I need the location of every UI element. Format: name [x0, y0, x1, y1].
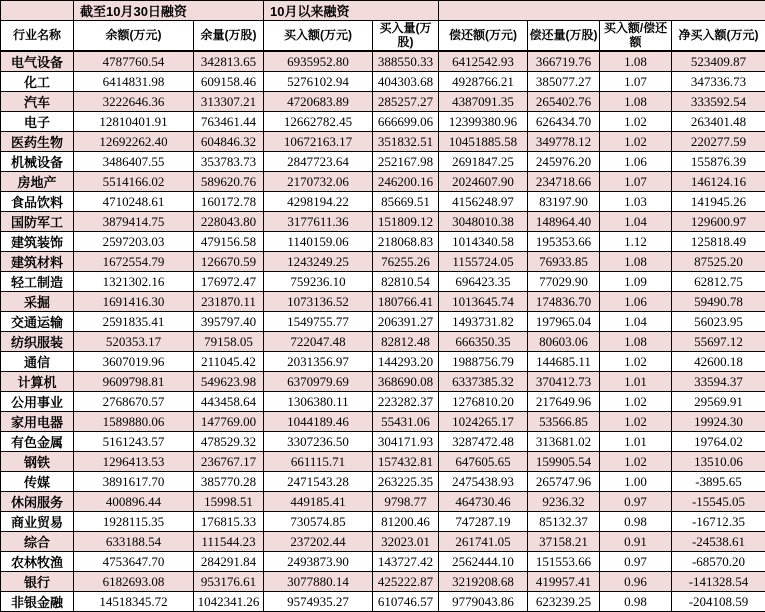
value-cell: 1140159.06 — [264, 232, 373, 252]
value-cell: 14518345.72 — [74, 592, 194, 612]
value-cell: 353783.73 — [194, 152, 264, 172]
value-cell: 83197.90 — [528, 192, 600, 212]
value-cell: 661115.71 — [264, 452, 373, 472]
value-cell: 2597203.03 — [74, 232, 194, 252]
value-cell: 604846.32 — [194, 132, 264, 152]
table-row — [1, 592, 765, 612]
value-cell: 62812.75 — [672, 272, 765, 292]
value-cell: 4156248.97 — [439, 192, 528, 212]
value-cell: 1.08 — [600, 332, 672, 352]
value-cell: 589620.76 — [194, 172, 264, 192]
value-cell: 443458.64 — [194, 392, 264, 412]
column-header-buy-repay-ratio: 买入额/偿还额 — [600, 21, 672, 52]
value-cell: 1321302.16 — [74, 272, 194, 292]
value-cell: 388550.33 — [373, 51, 439, 72]
table-row — [1, 212, 765, 232]
value-cell: 2170732.06 — [264, 172, 373, 192]
value-cell: 449185.41 — [264, 492, 373, 512]
value-cell: 19924.30 — [672, 412, 765, 432]
value-cell: 1493731.82 — [439, 312, 528, 332]
group-header-since-october: 10月以来融资 — [264, 1, 439, 21]
value-cell: 549623.98 — [194, 372, 264, 392]
value-cell: 1.01 — [600, 372, 672, 392]
industry-cell: 非银金融 — [1, 592, 74, 612]
value-cell: 111544.23 — [194, 532, 264, 552]
table-row — [1, 532, 765, 552]
table-body — [1, 51, 765, 612]
value-cell: 333592.54 — [672, 92, 765, 112]
value-cell: 284291.84 — [194, 552, 264, 572]
value-cell: 1073136.52 — [264, 292, 373, 312]
value-cell: 610746.57 — [373, 592, 439, 612]
value-cell: 6414831.98 — [74, 72, 194, 92]
value-cell: 56023.95 — [672, 312, 765, 332]
industry-cell: 传媒 — [1, 472, 74, 492]
value-cell: 157432.81 — [373, 452, 439, 472]
value-cell: 9798.77 — [373, 492, 439, 512]
value-cell: 0.98 — [600, 512, 672, 532]
value-cell: 3879414.75 — [74, 212, 194, 232]
table-row — [1, 51, 765, 72]
value-cell: 1.01 — [600, 432, 672, 452]
value-cell: -3895.65 — [672, 472, 765, 492]
value-cell: 1549755.77 — [264, 312, 373, 332]
value-cell: 87525.20 — [672, 252, 765, 272]
industry-cell: 商业贸易 — [1, 512, 74, 532]
value-cell: 82810.54 — [373, 272, 439, 292]
value-cell: 234718.66 — [528, 172, 600, 192]
table-row — [1, 452, 765, 472]
value-cell: 211045.42 — [194, 352, 264, 372]
value-cell: 1672554.79 — [74, 252, 194, 272]
value-cell: 231870.11 — [194, 292, 264, 312]
value-cell: 1.08 — [600, 51, 672, 72]
value-cell: 55697.12 — [672, 332, 765, 352]
value-cell: 666699.06 — [373, 112, 439, 132]
value-cell: 32023.01 — [373, 532, 439, 552]
value-cell: 1.07 — [600, 72, 672, 92]
value-cell: 59490.78 — [672, 292, 765, 312]
value-cell: 747287.19 — [439, 512, 528, 532]
value-cell: 2591835.41 — [74, 312, 194, 332]
value-cell: 4753647.70 — [74, 552, 194, 572]
value-cell: 419957.41 — [528, 572, 600, 592]
value-cell: -24538.61 — [672, 532, 765, 552]
value-cell: 1044189.46 — [264, 412, 373, 432]
value-cell: 1.07 — [600, 172, 672, 192]
value-cell: 3048010.38 — [439, 212, 528, 232]
value-cell: 195353.66 — [528, 232, 600, 252]
industry-cell: 建筑材料 — [1, 252, 74, 272]
value-cell: 160172.78 — [194, 192, 264, 212]
value-cell: -16712.35 — [672, 512, 765, 532]
value-cell: 1.02 — [600, 352, 672, 372]
value-cell: 19764.02 — [672, 432, 765, 452]
value-cell: 3891617.70 — [74, 472, 194, 492]
table-row — [1, 352, 765, 372]
corner-cell — [1, 1, 74, 21]
value-cell: 6337385.32 — [439, 372, 528, 392]
table-row — [1, 472, 765, 492]
table-row — [1, 412, 765, 432]
value-cell: 666350.35 — [439, 332, 528, 352]
value-cell: 1.09 — [600, 272, 672, 292]
value-cell: 0.96 — [600, 572, 672, 592]
value-cell: 228043.80 — [194, 212, 264, 232]
industry-cell: 休闲服务 — [1, 492, 74, 512]
industry-cell: 食品饮料 — [1, 192, 74, 212]
value-cell: 1.08 — [600, 252, 672, 272]
column-header-industry: 行业名称 — [1, 21, 74, 52]
value-cell: 180766.41 — [373, 292, 439, 312]
value-cell: 368690.08 — [373, 372, 439, 392]
value-cell: -204108.59 — [672, 592, 765, 612]
value-cell: 29569.91 — [672, 392, 765, 412]
value-cell: 609158.46 — [194, 72, 264, 92]
value-cell: 245976.20 — [528, 152, 600, 172]
group-header-blank — [439, 1, 765, 21]
value-cell: 404303.68 — [373, 72, 439, 92]
column-header-buy-volume: 买入量(万股) — [373, 21, 439, 52]
industry-cell: 轻工制造 — [1, 272, 74, 292]
industry-cell: 建筑装饰 — [1, 232, 74, 252]
value-cell: 1.02 — [600, 112, 672, 132]
value-cell: 3219208.68 — [439, 572, 528, 592]
value-cell: 347336.73 — [672, 72, 765, 92]
value-cell: 2847723.64 — [264, 152, 373, 172]
industry-cell: 有色金属 — [1, 432, 74, 452]
value-cell: 9574935.27 — [264, 592, 373, 612]
value-cell: 1691416.30 — [74, 292, 194, 312]
table-header — [1, 1, 765, 52]
table-row — [1, 312, 765, 332]
value-cell: 3177611.36 — [264, 212, 373, 232]
value-cell: 1928115.35 — [74, 512, 194, 532]
value-cell: 206391.27 — [373, 312, 439, 332]
value-cell: 1155724.05 — [439, 252, 528, 272]
value-cell: 143727.42 — [373, 552, 439, 572]
value-cell: 313307.21 — [194, 92, 264, 112]
value-cell: 647605.65 — [439, 452, 528, 472]
value-cell: 1.02 — [600, 452, 672, 472]
value-cell: 478529.32 — [194, 432, 264, 452]
value-cell: 82812.48 — [373, 332, 439, 352]
table-row — [1, 492, 765, 512]
column-header-buy-amount: 买入额(万元) — [264, 21, 373, 52]
value-cell: 520353.17 — [74, 332, 194, 352]
group-header-asof-oct30: 截至10月30日融资 — [74, 1, 264, 21]
value-cell: 1.06 — [600, 152, 672, 172]
value-cell: 385770.28 — [194, 472, 264, 492]
industry-cell: 综合 — [1, 532, 74, 552]
value-cell: 342813.65 — [194, 51, 264, 72]
value-cell: 2031356.97 — [264, 352, 373, 372]
value-cell: 2493873.90 — [264, 552, 373, 572]
value-cell: 246200.16 — [373, 172, 439, 192]
industry-cell: 房地产 — [1, 172, 74, 192]
value-cell: 464730.46 — [439, 492, 528, 512]
value-cell: 5276102.94 — [264, 72, 373, 92]
table-row — [1, 92, 765, 112]
table-row — [1, 132, 765, 152]
value-cell: 4928766.21 — [439, 72, 528, 92]
value-cell: 176815.33 — [194, 512, 264, 532]
value-cell: 144293.20 — [373, 352, 439, 372]
value-cell: 220277.59 — [672, 132, 765, 152]
value-cell: 4720683.89 — [264, 92, 373, 112]
value-cell: 0.97 — [600, 552, 672, 572]
table-row — [1, 432, 765, 452]
value-cell: 626434.70 — [528, 112, 600, 132]
value-cell: 523409.87 — [672, 51, 765, 72]
value-cell: 6412542.93 — [439, 51, 528, 72]
value-cell: 395797.40 — [194, 312, 264, 332]
table-row — [1, 512, 765, 532]
table-row — [1, 112, 765, 132]
value-cell: 2562444.10 — [439, 552, 528, 572]
value-cell: 252167.98 — [373, 152, 439, 172]
industry-cell: 家用电器 — [1, 412, 74, 432]
value-cell: 351832.51 — [373, 132, 439, 152]
value-cell: 9236.32 — [528, 492, 600, 512]
value-cell: 722047.48 — [264, 332, 373, 352]
value-cell: 15998.51 — [194, 492, 264, 512]
table-row — [1, 552, 765, 572]
value-cell: 4387091.35 — [439, 92, 528, 112]
value-cell: 79158.05 — [194, 332, 264, 352]
industry-cell: 电子 — [1, 112, 74, 132]
value-cell: 151553.66 — [528, 552, 600, 572]
value-cell: 633188.54 — [74, 532, 194, 552]
table-column-header-row — [1, 21, 765, 52]
value-cell: 3307236.50 — [264, 432, 373, 452]
value-cell: 6182693.08 — [74, 572, 194, 592]
value-cell: 4710248.61 — [74, 192, 194, 212]
value-cell: 147769.00 — [194, 412, 264, 432]
value-cell: 129600.97 — [672, 212, 765, 232]
value-cell: 3486407.55 — [74, 152, 194, 172]
value-cell: 126670.59 — [194, 252, 264, 272]
value-cell: 1.02 — [600, 132, 672, 152]
value-cell: 5514166.02 — [74, 172, 194, 192]
table-row — [1, 72, 765, 92]
value-cell: 141945.26 — [672, 192, 765, 212]
column-header-repay-amount: 偿还额(万元) — [439, 21, 528, 52]
value-cell: 763461.44 — [194, 112, 264, 132]
value-cell: 2768670.57 — [74, 392, 194, 412]
industry-cell: 计算机 — [1, 372, 74, 392]
value-cell: 237202.44 — [264, 532, 373, 552]
value-cell: 1.12 — [600, 232, 672, 252]
industry-cell: 通信 — [1, 352, 74, 372]
value-cell: 4298194.22 — [264, 192, 373, 212]
industry-cell: 农林牧渔 — [1, 552, 74, 572]
industry-cell: 电气设备 — [1, 51, 74, 72]
value-cell: 12692262.40 — [74, 132, 194, 152]
value-cell: 385077.27 — [528, 72, 600, 92]
value-cell: 730574.85 — [264, 512, 373, 532]
value-cell: 0.98 — [600, 592, 672, 612]
value-cell: 236767.17 — [194, 452, 264, 472]
value-cell: 1.03 — [600, 192, 672, 212]
value-cell: -141328.54 — [672, 572, 765, 592]
table-group-header-row — [1, 1, 765, 21]
value-cell: 1276810.20 — [439, 392, 528, 412]
value-cell: 176972.47 — [194, 272, 264, 292]
value-cell: 223282.37 — [373, 392, 439, 412]
industry-cell: 机械设备 — [1, 152, 74, 172]
value-cell: 197965.04 — [528, 312, 600, 332]
value-cell: 76933.85 — [528, 252, 600, 272]
value-cell: 261741.05 — [439, 532, 528, 552]
value-cell: 77029.90 — [528, 272, 600, 292]
value-cell: 400896.44 — [74, 492, 194, 512]
value-cell: 76255.26 — [373, 252, 439, 272]
value-cell: 1306380.11 — [264, 392, 373, 412]
value-cell: 0.91 — [600, 532, 672, 552]
value-cell: 3077880.14 — [264, 572, 373, 592]
value-cell: 218068.83 — [373, 232, 439, 252]
value-cell: 366719.76 — [528, 51, 600, 72]
value-cell: 146124.16 — [672, 172, 765, 192]
table-row — [1, 332, 765, 352]
value-cell: 9609798.81 — [74, 372, 194, 392]
value-cell: 1014340.58 — [439, 232, 528, 252]
value-cell: 1.08 — [600, 92, 672, 112]
value-cell: 263401.48 — [672, 112, 765, 132]
value-cell: 1013645.74 — [439, 292, 528, 312]
value-cell: 155876.39 — [672, 152, 765, 172]
value-cell: 2024607.90 — [439, 172, 528, 192]
table-row — [1, 572, 765, 592]
value-cell: 9779043.86 — [439, 592, 528, 612]
value-cell: 5161243.57 — [74, 432, 194, 452]
column-header-net-buy-amount: 净买入额(万元) — [672, 21, 765, 52]
value-cell: 3287472.48 — [439, 432, 528, 452]
value-cell: 148964.40 — [528, 212, 600, 232]
table-row — [1, 152, 765, 172]
value-cell: 265402.76 — [528, 92, 600, 112]
value-cell: -68570.20 — [672, 552, 765, 572]
value-cell: 33594.37 — [672, 372, 765, 392]
value-cell: 1988756.79 — [439, 352, 528, 372]
table-row — [1, 392, 765, 412]
value-cell: 263225.35 — [373, 472, 439, 492]
value-cell: 313681.02 — [528, 432, 600, 452]
value-cell: 53566.85 — [528, 412, 600, 432]
value-cell: 6935952.80 — [264, 51, 373, 72]
value-cell: 479156.58 — [194, 232, 264, 252]
value-cell: 349778.12 — [528, 132, 600, 152]
column-header-repay-volume: 偿还量(万股) — [528, 21, 600, 52]
column-header-balance-amount: 余额(万元) — [74, 21, 194, 52]
industry-cell: 钢铁 — [1, 452, 74, 472]
value-cell: 174836.70 — [528, 292, 600, 312]
value-cell: 265747.96 — [528, 472, 600, 492]
value-cell: 37158.21 — [528, 532, 600, 552]
column-header-balance-volume: 余量(万股) — [194, 21, 264, 52]
table-row — [1, 372, 765, 392]
value-cell: 159905.54 — [528, 452, 600, 472]
value-cell: 55431.06 — [373, 412, 439, 432]
industry-cell: 银行 — [1, 572, 74, 592]
value-cell: 953176.61 — [194, 572, 264, 592]
table-row — [1, 192, 765, 212]
table-row — [1, 272, 765, 292]
value-cell: -15545.05 — [672, 492, 765, 512]
industry-cell: 公用事业 — [1, 392, 74, 412]
value-cell: 0.97 — [600, 492, 672, 512]
value-cell: 304171.93 — [373, 432, 439, 452]
value-cell: 2475438.93 — [439, 472, 528, 492]
value-cell: 370412.73 — [528, 372, 600, 392]
value-cell: 13510.06 — [672, 452, 765, 472]
value-cell: 1.02 — [600, 392, 672, 412]
value-cell: 12662782.45 — [264, 112, 373, 132]
value-cell: 81200.46 — [373, 512, 439, 532]
industry-cell: 化工 — [1, 72, 74, 92]
value-cell: 285257.27 — [373, 92, 439, 112]
industry-cell: 采掘 — [1, 292, 74, 312]
value-cell: 10451885.58 — [439, 132, 528, 152]
value-cell: 144685.11 — [528, 352, 600, 372]
value-cell: 2471543.28 — [264, 472, 373, 492]
value-cell: 85669.51 — [373, 192, 439, 212]
value-cell: 12810401.91 — [74, 112, 194, 132]
value-cell: 1243249.25 — [264, 252, 373, 272]
value-cell: 425222.87 — [373, 572, 439, 592]
table-row — [1, 232, 765, 252]
value-cell: 1.00 — [600, 472, 672, 492]
industry-cell: 医药生物 — [1, 132, 74, 152]
table-row — [1, 252, 765, 272]
value-cell: 85132.37 — [528, 512, 600, 532]
value-cell: 1.04 — [600, 312, 672, 332]
value-cell: 151809.12 — [373, 212, 439, 232]
industry-cell: 纺织服装 — [1, 332, 74, 352]
value-cell: 623239.25 — [528, 592, 600, 612]
value-cell: 3607019.96 — [74, 352, 194, 372]
value-cell: 1.06 — [600, 292, 672, 312]
value-cell: 42600.18 — [672, 352, 765, 372]
value-cell: 1042341.26 — [194, 592, 264, 612]
value-cell: 1024265.17 — [439, 412, 528, 432]
value-cell: 759236.10 — [264, 272, 373, 292]
table-row — [1, 172, 765, 192]
value-cell: 125818.49 — [672, 232, 765, 252]
value-cell: 3222646.36 — [74, 92, 194, 112]
industry-cell: 国防军工 — [1, 212, 74, 232]
value-cell: 1296413.53 — [74, 452, 194, 472]
table-row — [1, 292, 765, 312]
value-cell: 4787760.54 — [74, 51, 194, 72]
value-cell: 10672163.17 — [264, 132, 373, 152]
value-cell: 217649.96 — [528, 392, 600, 412]
value-cell: 6370979.69 — [264, 372, 373, 392]
value-cell: 12399380.96 — [439, 112, 528, 132]
value-cell: 696423.35 — [439, 272, 528, 292]
industry-cell: 交通运输 — [1, 312, 74, 332]
industry-cell: 汽车 — [1, 92, 74, 112]
value-cell: 2691847.25 — [439, 152, 528, 172]
value-cell: 80603.06 — [528, 332, 600, 352]
value-cell: 1589880.06 — [74, 412, 194, 432]
value-cell: 1.02 — [600, 412, 672, 432]
value-cell: 1.04 — [600, 212, 672, 232]
